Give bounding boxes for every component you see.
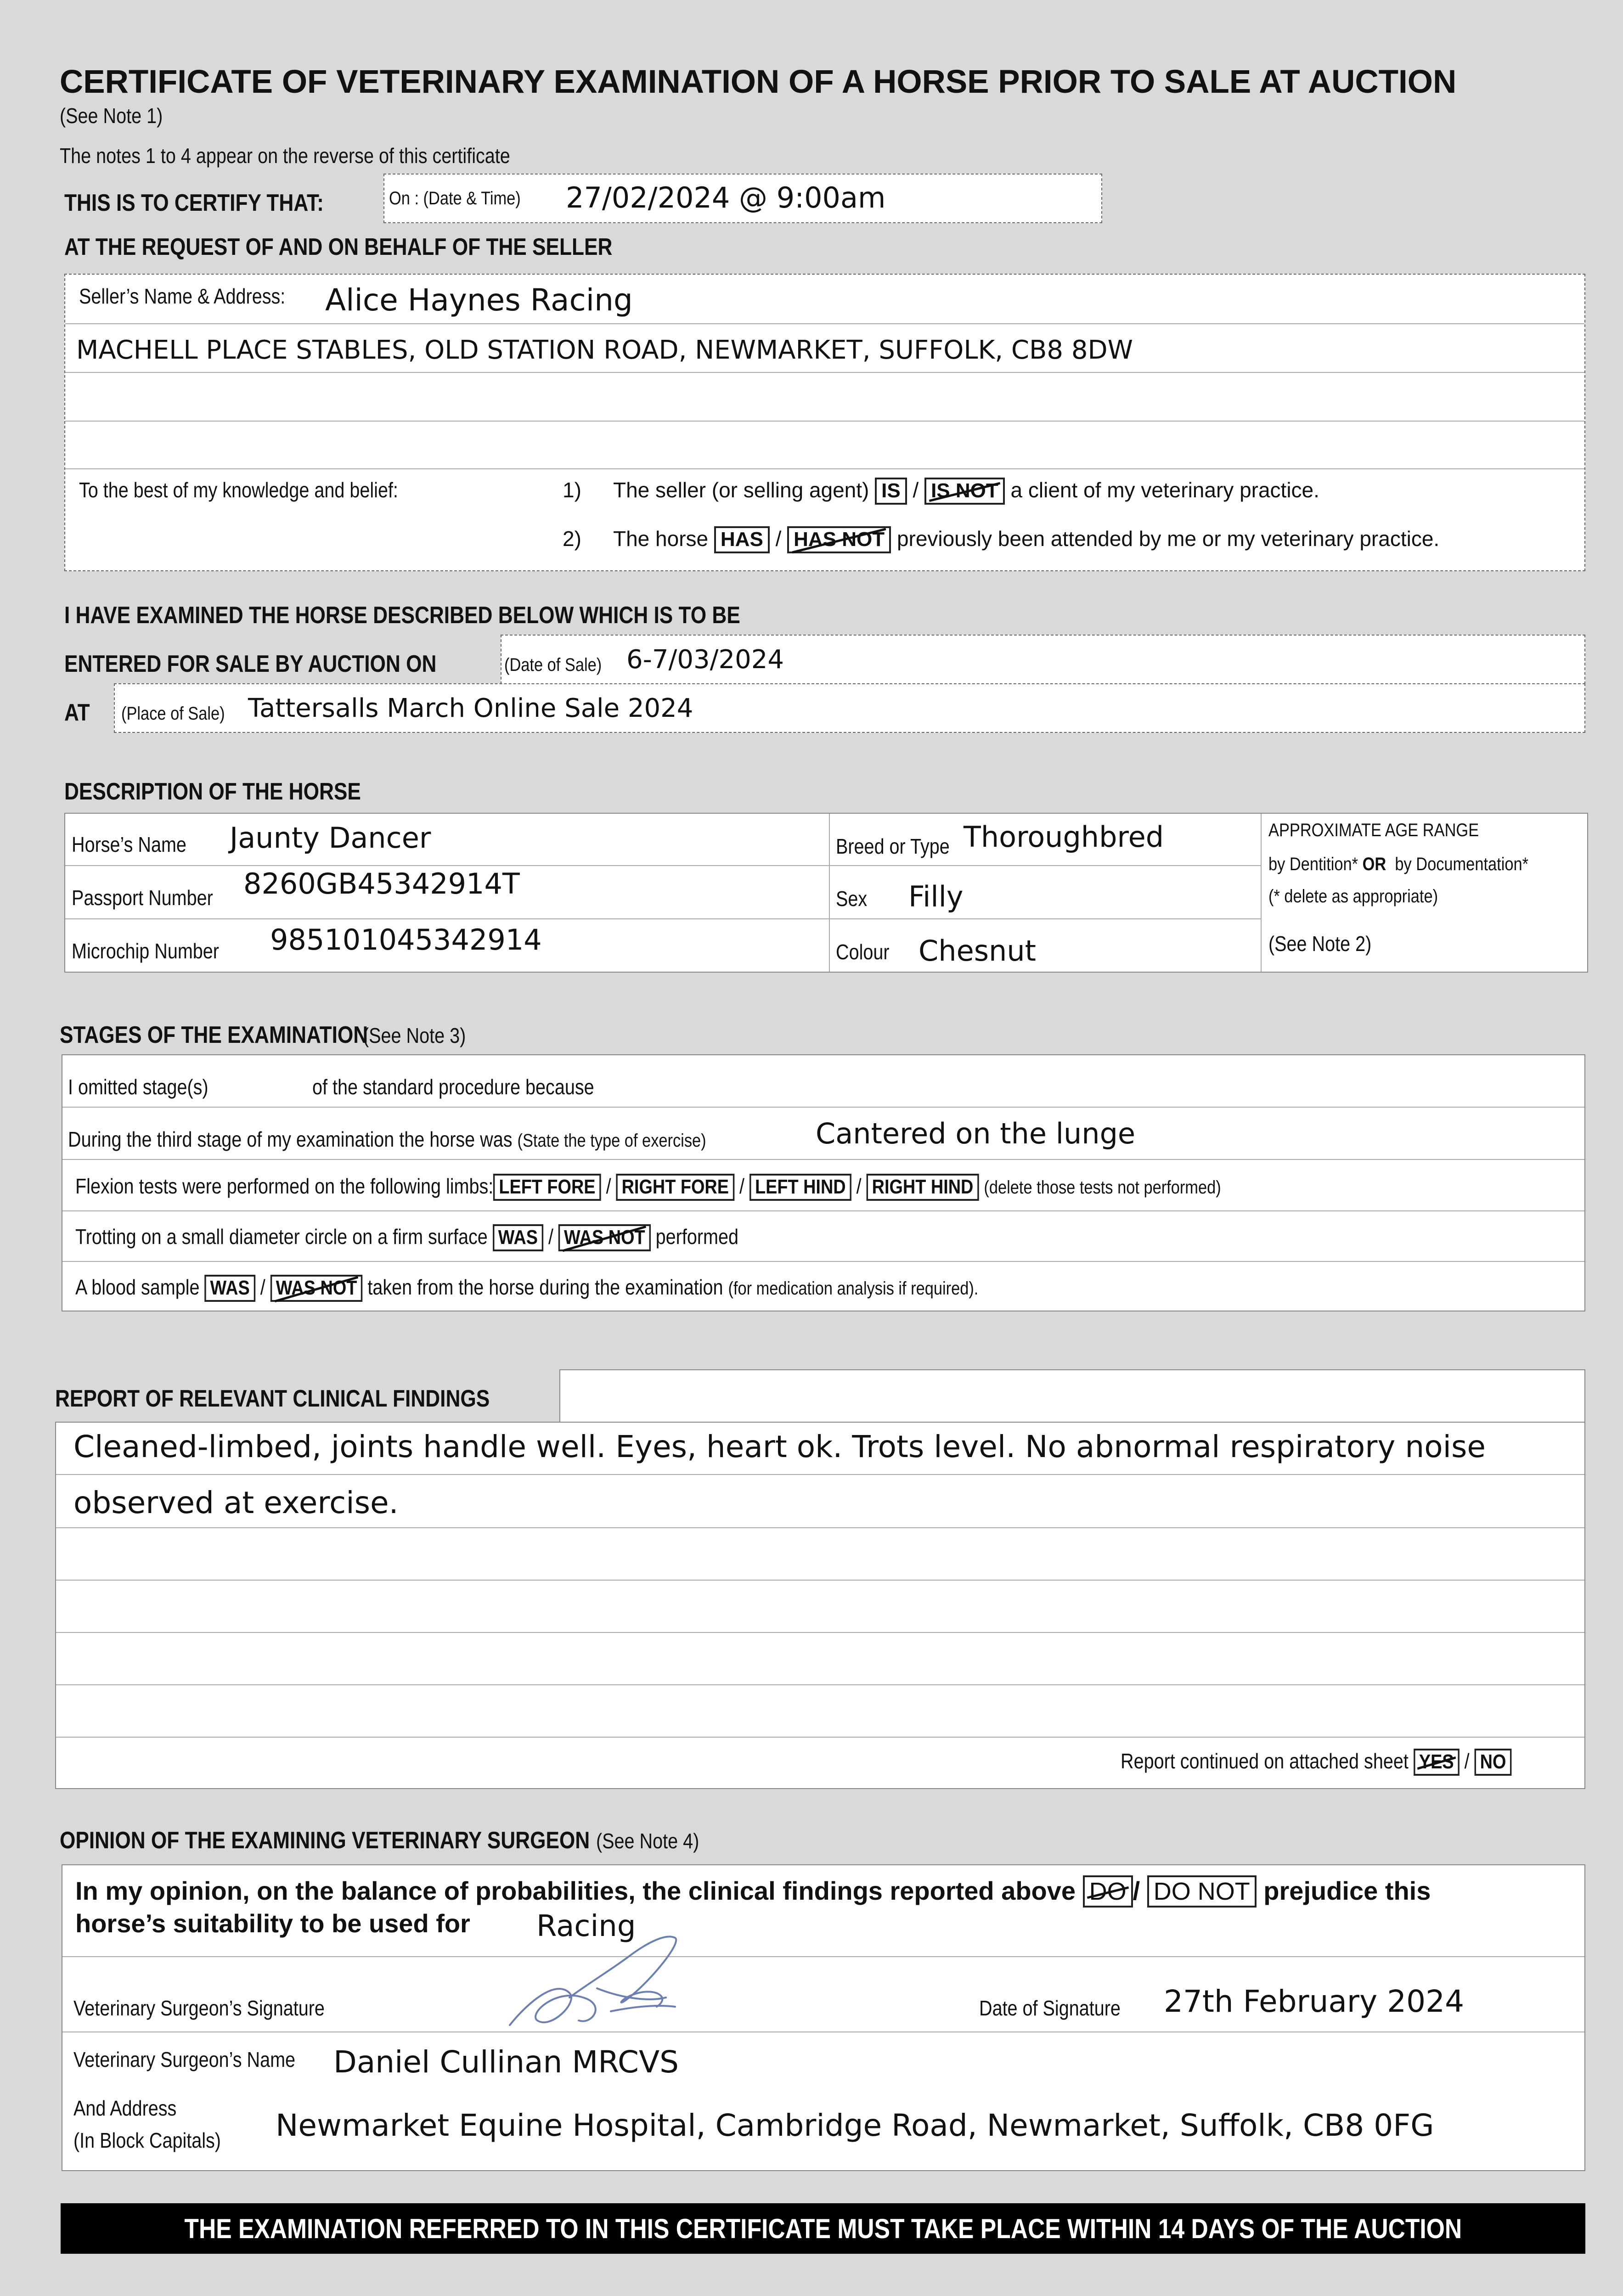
date-time-field[interactable] (383, 174, 1102, 223)
has-option[interactable]: HAS (714, 526, 770, 553)
date-of-signature-label: Date of Signature (979, 1996, 1121, 2020)
opinion-do-struck[interactable]: DO (1083, 1875, 1133, 1908)
report-continued-row: Report continued on attached sheet YES / NO (1121, 1749, 1511, 1776)
continued-no-option[interactable]: NO (1475, 1749, 1512, 1776)
see-note-1: (See Note 1) (60, 104, 163, 128)
report-heading: REPORT OF RELEVANT CLINICAL FINDINGS (55, 1385, 490, 1412)
microchip-label: Microchip Number (72, 939, 219, 963)
horse-heading: DESCRIPTION OF THE HORSE (64, 778, 361, 805)
sale-heading-2: ENTERED FOR SALE BY AUCTION ON (64, 651, 437, 677)
knowledge-item-2: 2) The horse HAS / HAS NOT previously been attended by me or my veterinary practice. (563, 526, 1439, 553)
passport-label: Passport Number (72, 886, 213, 910)
omitted-post: of the standard procedure because (312, 1075, 594, 1099)
place-of-sale-value: Tattersalls March Online Sale 2024 (248, 693, 693, 723)
certify-label: THIS IS TO CERTIFY THAT: (64, 190, 324, 216)
breed-label: Breed or Type (836, 834, 950, 858)
is-option[interactable]: IS (875, 478, 907, 505)
colour-value[interactable]: Chesnut (919, 934, 1036, 968)
passport-value[interactable]: 8260GB45342914T (243, 867, 520, 900)
vet-address-value[interactable]: Newmarket Equine Hospital, Cambridge Road, Newmarket, Suffolk, CB8 0FG (276, 2108, 1434, 2143)
seller-name-value[interactable]: Alice Haynes Racing (325, 282, 633, 318)
horse-name-label: Horse’s Name (72, 833, 186, 856)
at-label: AT (64, 699, 90, 726)
colour-label: Colour (836, 940, 890, 964)
sex-value[interactable]: Filly (908, 880, 964, 913)
vet-address-label-2: (In Block Capitals) (73, 2128, 221, 2152)
opinion-text-line-2: horse’s suitability to be used for (75, 1909, 470, 1938)
opinion-do-not-option[interactable]: DO NOT (1147, 1875, 1257, 1908)
vet-name-value[interactable]: Daniel Cullinan MRCVS (333, 2044, 679, 2080)
vet-signature (501, 1929, 693, 2039)
flexion-row: Flexion tests were performed on the following limbs: LEFT FORE / RIGHT FORE / LEFT HIND / RIGHT HIND (delete those tests not performed) (75, 1174, 1221, 1201)
suitable-use-value[interactable]: Racing (536, 1909, 636, 1943)
signature-label: Veterinary Surgeon’s Signature (73, 1996, 325, 2020)
age-heading: APPROXIMATE AGE RANGE (1268, 820, 1479, 840)
report-line-1: Cleaned-limbed, joints handle well. Eyes, heart ok. Trots level. No abnormal respiratory noise (73, 1429, 1486, 1464)
date-time-label: On : (Date & Time) (389, 188, 521, 208)
date-time-value: 27/02/2024 @ 9:00am (566, 181, 886, 214)
flexion-right-fore[interactable]: RIGHT FORE (616, 1174, 734, 1201)
report-body[interactable] (55, 1422, 1585, 1789)
third-stage-label: During the third stage of my examination the horse was (State the type of exercise) (68, 1127, 706, 1151)
place-of-sale-label: (Place of Sale) (121, 703, 225, 724)
trotting-was-option[interactable]: WAS (493, 1224, 543, 1251)
age-see-note-2: (See Note 2) (1268, 932, 1372, 956)
continued-yes-struck[interactable]: YES (1414, 1749, 1460, 1776)
microchip-value[interactable]: 985101045342914 (270, 923, 542, 957)
flexion-left-fore[interactable]: LEFT FORE (493, 1174, 601, 1201)
knowledge-item-1: 1) The seller (or selling agent) IS / IS NOT a client of my veterinary practice. (563, 478, 1319, 505)
is-not-option-struck[interactable]: IS NOT (924, 478, 1005, 505)
knowledge-label: To the best of my knowledge and belief: (79, 478, 398, 502)
flexion-right-hind[interactable]: RIGHT HIND (867, 1174, 979, 1201)
certificate-title: CERTIFICATE OF VETERINARY EXAMINATION OF A HORSE PRIOR TO SALE AT AUCTION (60, 64, 1457, 100)
report-heading-box (559, 1369, 1585, 1423)
third-stage-value[interactable]: Cantered on the lunge (816, 1117, 1136, 1150)
opinion-text-line-1: In my opinion, on the balance of probabilities, the clinical findings reported above DO / DO NOT prejudice this (75, 1875, 1431, 1908)
flexion-left-hind[interactable]: LEFT HIND (750, 1174, 851, 1201)
sale-heading-1: I HAVE EXAMINED THE HORSE DESCRIBED BELOW WHICH IS TO BE (64, 602, 740, 629)
sex-label: Sex (836, 887, 868, 911)
footer-text: THE EXAMINATION REFERRED TO IN THIS CERTIFICATE MUST TAKE PLACE WITHIN 14 DAYS OF THE AUCTION (184, 2213, 1462, 2244)
stages-heading: STAGES OF THE EXAMINATION(See Note 3) (60, 1022, 466, 1048)
seller-name-label: Seller’s Name & Address: (79, 284, 286, 308)
horse-name-value[interactable]: Jaunty Dancer (230, 821, 431, 855)
age-by-line: by Dentition* OR by Documentation* (1268, 854, 1528, 874)
seller-address-value[interactable]: MACHELL PLACE STABLES, OLD STATION ROAD, NEWMARKET, SUFFOLK, CB8 8DW (76, 335, 1133, 365)
age-delete-note: (* delete as appropriate) (1268, 886, 1438, 906)
date-of-sale-field[interactable] (501, 635, 1585, 684)
footer-banner (61, 2203, 1585, 2254)
notes-line: The notes 1 to 4 appear on the reverse of this certificate (60, 144, 510, 168)
omitted-pre: I omitted stage(s) (68, 1075, 209, 1099)
blood-was-not-struck[interactable]: WAS NOT (270, 1275, 363, 1302)
trotting-row: Trotting on a small diameter circle on a firm surface WAS / WAS NOT performed (75, 1224, 738, 1251)
blood-was-option[interactable]: WAS (205, 1275, 255, 1302)
vet-name-label: Veterinary Surgeon’s Name (73, 2048, 296, 2071)
vet-address-label-1: And Address (73, 2096, 177, 2120)
date-of-signature-value[interactable]: 27th February 2024 (1164, 1984, 1465, 2019)
report-line-2: observed at exercise. (73, 1485, 399, 1520)
breed-value[interactable]: Thoroughbred (964, 820, 1164, 854)
date-of-sale-label: (Date of Sale) (504, 655, 602, 675)
place-of-sale-field[interactable] (114, 683, 1585, 733)
date-of-sale-value: 6-7/03/2024 (626, 645, 784, 675)
blood-row: A blood sample WAS / WAS NOT taken from the horse during the examination (for medication analysis if required). (75, 1275, 978, 1302)
trotting-was-not-struck[interactable]: WAS NOT (558, 1224, 651, 1251)
has-not-option-struck[interactable]: HAS NOT (787, 526, 891, 553)
opinion-heading: OPINION OF THE EXAMINING VETERINARY SURGEON (See Note 4) (60, 1827, 699, 1854)
seller-heading: AT THE REQUEST OF AND ON BEHALF OF THE SELLER (64, 234, 613, 260)
